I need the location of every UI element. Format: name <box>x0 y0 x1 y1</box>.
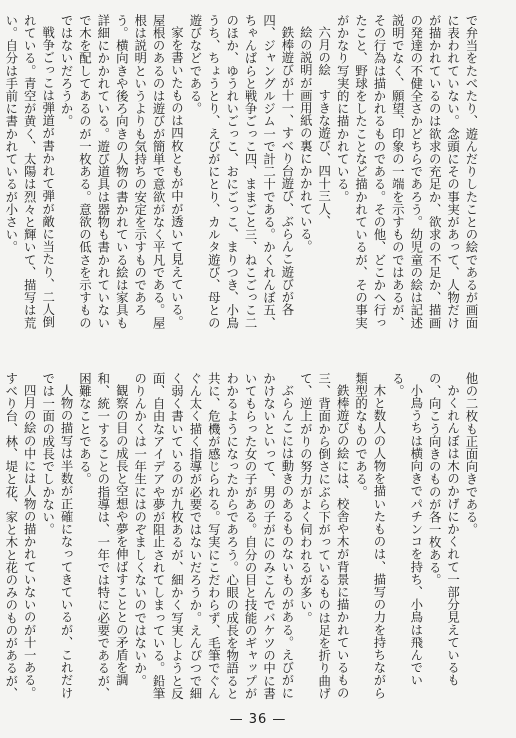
paragraph: ぶらんこには動きのあるものないものがある。えびがにかけないといって、男の子がにのみこんでバケツの中に書いてもらった女の子がある。自分の目と技能のギャップがわかるようになったからであろう。心眼の成長を物語ると共に、危機が感じられる。写実にこだわらず、毛筆でぐんぐん太く描く指導が必要ではないだろうか。えんぴつで細く弱く書いているのが九枚あるが、細かく写実しようと反面、自由なアイデアや夢が阻止されてしまっている。鉛筆のりんかくは一年生にはのぞましくないのではないか。 <box>132 372 295 700</box>
paragraph: で弁当をたべたり、遊んだりしたことの絵であるが画面に表われていない。念頭にその事実があって、人物だけが描かれているのは欲求の充足か、欲求の不足か、描画の発達の不健全さかどちらであろう。幼児童の絵は記述説明でなく、願望、印象の一端を示すものではあるが、その行為は描かれるものである。その他、どこかへ行ったこと、野球をしたことなど描かれているが、その事実がかなり写実的に描かれている。 <box>335 14 479 329</box>
paragraph: かくれんぼは木のかげにかくれて一部分見えているもの、向こう向きのものが各一枚ある。 <box>427 372 461 687</box>
paragraph: 家を書いたものは四枚ともが中が透いて見えている。屋根のあるのは遊びが簡単で意欲がなく平凡である。屋根は説明というよりも気持ちの安定を示すものであろう。横向きや後ろ向きの人物の書かれている絵は家具も詳細にかかれている。遊び道具は器物も書かれていないで木を配してあるのが一枚ある。意欲の低さを示すものではないだろうか。 <box>59 14 185 329</box>
paragraph: 鉄棒遊びの絵には、校舎や木が背景に描かれているもの三、背面から倒さにぶら下がっているものは足を折り曲げて、逆上がりの努力がよく伺われるが多い。 <box>298 372 351 700</box>
paragraph: 六月の絵 すきな遊び、四十三人、 <box>316 26 332 228</box>
paragraph: 人物の描写は半数が正確になってきているが、これだけでは一面の成長でしかない。 <box>40 372 75 700</box>
paragraph: 木と数人の人物を描いたものは、描写の力を持ちながら類型的なものである。 <box>353 372 387 700</box>
lower-text-block <box>3 372 480 702</box>
paragraph: 四月の絵の中には人物の描かれていないのが十一ある。すべり台、林、堤と花、家と木と花のみのものがあるが、 <box>3 372 38 700</box>
paragraph: 鉄棒遊びが十一、すべり台遊び、ぶらんこ遊びが各四、ジャングルジム一で計二十である。かくれんぼ五、ちゃんばらと戦争ごっこ四、ままごと三、ねこごっこ二のほか、ゆうれいごっこ、おにごっこ、まりつき、小鳥うち、ちょうとり、えびがにとり、カルタ遊び、母との遊びなどである。 <box>187 14 295 329</box>
paragraph: 他の二枚も正面向きである。 <box>464 372 479 536</box>
upper-text-block <box>3 14 480 340</box>
paragraph: 小鳥うちは横向きでパチンコを持ち、小鳥は飛んでいる。 <box>390 372 424 687</box>
page-number: — 36 — <box>229 712 287 727</box>
paragraph <box>0 14 1 340</box>
paragraph: 戦争ごっこは弾道が書かれて弾が敵に当たり、二人倒れている。青空が黄く、太陽は烈々と輝いて、描写は荒い。自分は手前に書かれているが小さい。 <box>3 14 56 329</box>
paragraph: 絵の説明が画用紙の裏にかかれている。 <box>298 26 314 254</box>
paragraph: 観察の目の成長と空想や夢を伸ばすこととの矛盾を調和、統一することの指導は、一年では特に必要であるが、困難なことである。 <box>77 372 130 700</box>
